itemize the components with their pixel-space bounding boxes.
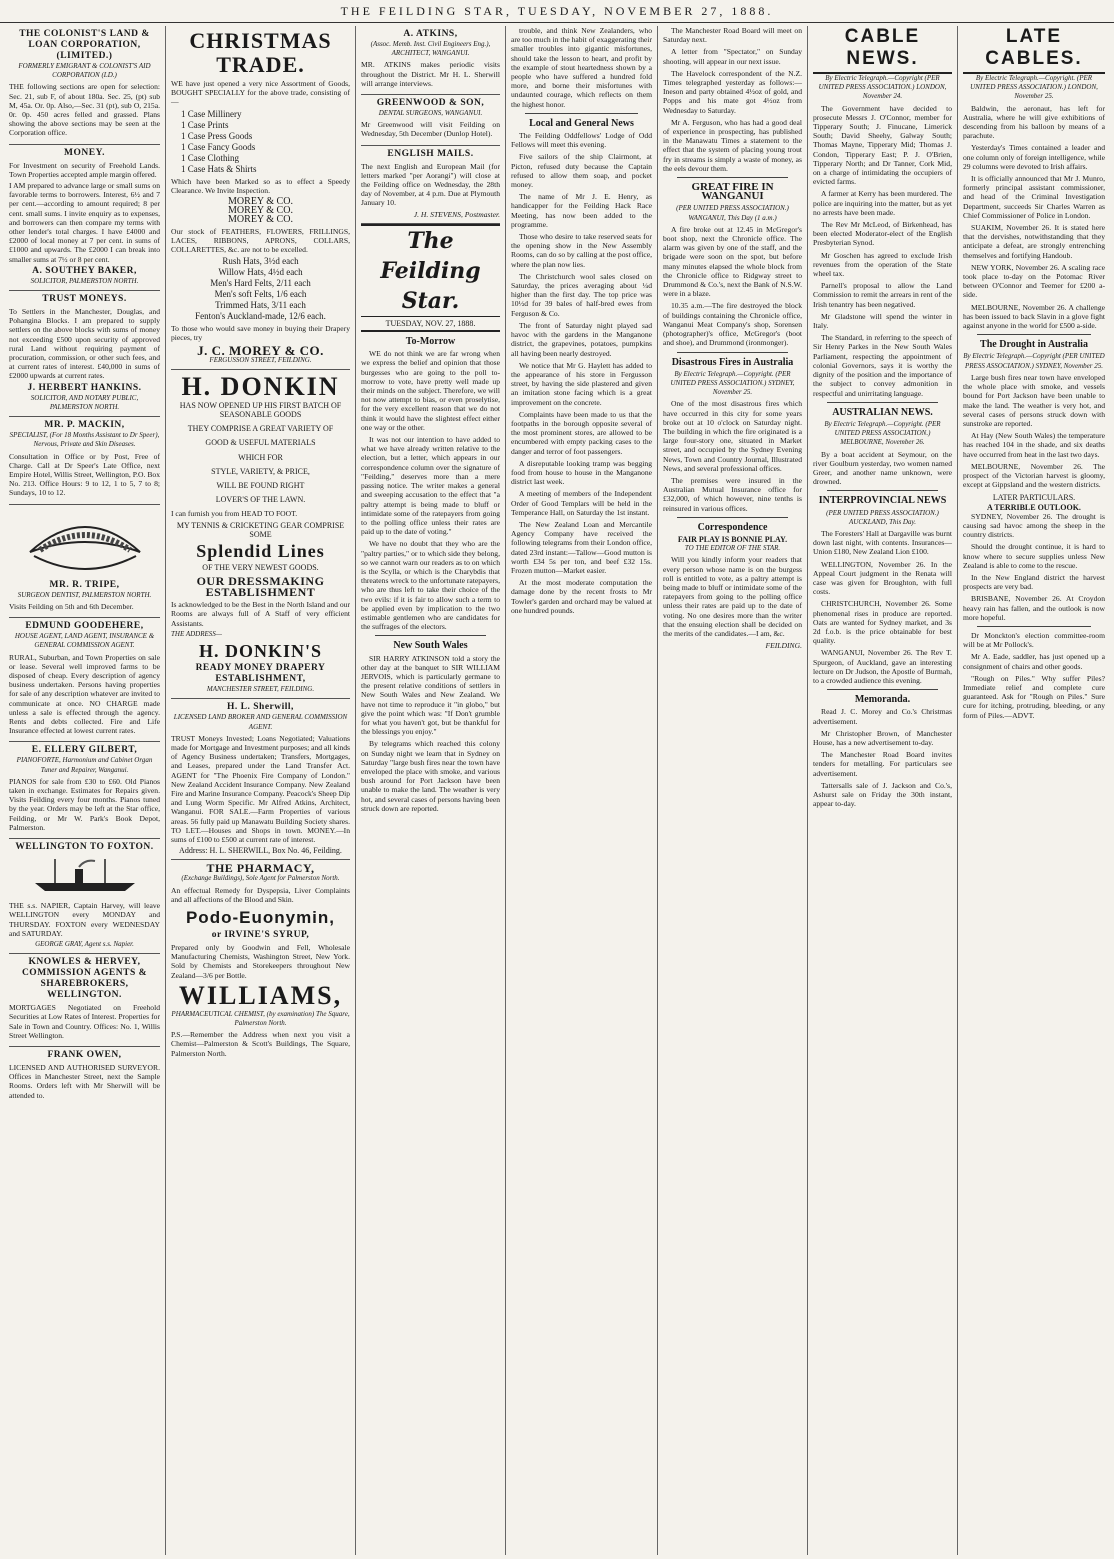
paragraph: A disreputable looking tramp was begging food from house to house in the Manganone district last week. — [511, 458, 652, 487]
star-date: TUESDAY, NOV. 27, 1888. — [361, 317, 500, 332]
colonist-sub: FORMERLY EMIGRANT & COLONIST'S AID CORPORATION (LD.) — [18, 62, 151, 80]
list-item: Willow Hats, 4½d each — [218, 267, 303, 278]
address-label: THE ADDRESS— — [171, 629, 223, 638]
paragraph: "Rough on Piles." Why suffer Piles? Immediate relief and complete cure guaranteed. Ask for "Rough on Piles." Sure cure for itching, protruding, bleeding, or any form of Piles.—ADVT. — [963, 673, 1105, 720]
goodehere-ad — [9, 618, 160, 742]
paragraph: At Hay (New South Wales) the temperature has reached 104 in the shade, and six deaths have occurred from heat in the last two days. — [963, 431, 1105, 459]
divider — [827, 402, 938, 403]
later-title: LATER PARTICULARS. — [992, 493, 1076, 503]
aus-sub: By Electric Telegraph.—Copyright. (PER UNITED PRESS ASSOCIATION.) MELBOURNE, November 26. — [824, 419, 941, 447]
christmas-ad — [171, 26, 350, 370]
list-item: 1 Case Millinery — [181, 108, 242, 119]
knowles-body: MORTGAGES Negotiated on Freehold Securities at Low Rates of Interest. Properties for Sale in Town and Country. Offices: No. 1, Willis Street Wellington. — [9, 1003, 160, 1040]
list-item: 1 Case Press Goods — [181, 130, 253, 141]
christmas-outro: Which have been Marked so as to effect a Speedy Clearance. We Invite Inspection. — [171, 176, 350, 195]
inter-title: INTERPROVINCIAL NEWS — [818, 495, 947, 507]
donkin-list — [171, 424, 350, 504]
gilbert-body: PIANOS for sale from £30 to £60. Old Pianos taken in exchange. Estimates for Repairs given. Visits Feilding every four months. Pianos tuned by the year. Orders may be left at the Star office, Feilding, or Mr W. Park's Book Depot, Palmerston. — [9, 776, 160, 832]
nsw-title: New South Wales — [393, 640, 468, 652]
paragraph: Dr Monckton's election committee-room will be at Mr Pollock's. — [963, 630, 1105, 650]
list-item: Men's soft Felts, 1/6 each — [214, 289, 307, 300]
paragraph: The Havelock correspondent of the N.Z. Times telegraphed yesterday as follows:—Ineson and party obtained 4½oz of gold, and Popps and his mate got 4½oz from Wednesday to Saturday. — [663, 68, 802, 115]
paragraph: One of the most disastrous fires which have occurred in this city for some years broke out at 10 o'clock on Saturday night. The building in which the fire originated is a large four-story one, situated in Market street, and occupied by the Sydney Evening News, Town and Country Journal, Illustrated News, and several professional offices. — [663, 399, 802, 473]
intro-article — [511, 26, 652, 109]
sherwill-addr: Address: H. L. SHERWILL, Box No. 46, Feilding. — [179, 846, 342, 856]
paragraph: WANGANUI, November 26. The Rev T. Spurgeon, of Auckland, gave an interesting lecture on Dr Judson, the Apostle of Burmah, to a crowded audience this evening. — [813, 648, 952, 685]
list-item: STYLE, VARIETY, & PRICE, — [211, 466, 310, 476]
christmas-title: CHRISTMAS TRADE. — [189, 28, 332, 77]
tripe-ad — [9, 505, 160, 619]
dressmaking-title: OUR DRESSMAKING ESTABLISHMENT — [196, 574, 325, 600]
paragraph: BRISBANE, November 26. At Croydon heavy rain has fallen, and the outlook is now more hopeful. — [963, 594, 1105, 622]
paragraph: Large bush fires near town have enveloped the whole place with smoke, and vessels bound for Port Jackson have been unable to make the land. The weather is very hot, and several cases of persons struck down with sunstroke are reported. — [963, 372, 1105, 428]
sherwill-name: H. L. Sherwill, — [227, 702, 294, 713]
aus-article — [813, 450, 952, 487]
columns — [4, 26, 1110, 1555]
paragraph: The New Zealand Loan and Mercantile Agency Company have received the following telegrams from their London office, dated 23rd instant:—Tallow—Good mutton is worth £34 5s per ton, and beef £32 15s. Frozen mutton—Market easier. — [511, 519, 652, 575]
terrible-title: A TERRIBLE OUTLOOK. — [987, 502, 1081, 512]
late-title: LATE CABLES. — [963, 26, 1105, 74]
christmas-intro: WE have just opened a very nice Assortment of Goods, BOUGHT SPECIALLY for the above trade, consisting of— — [171, 79, 350, 107]
atkins-role: (Assoc. Memb. Inst. Civil Engineers Eng.), ARCHITECT, WANGANUI. — [370, 40, 491, 58]
divider — [677, 352, 788, 353]
stock-body: Our stock of FEATHERS, FLOWERS, FRILLINGS, LACES, RIBBONS, APRONS, COLLARS, COLLARETTES, &c. are not to be excelled. — [171, 226, 350, 255]
pharmacy-title: THE PHARMACY, — [206, 861, 315, 876]
inter-sub: (PER UNITED PRESS ASSOCIATION.) AUCKLAND, This Day. — [826, 508, 939, 526]
trust-ad — [9, 291, 160, 417]
masthead: THE FEILDING STAR, TUESDAY, NOVEMBER 27, 1888. — [0, 0, 1114, 23]
donkin-addr: MANCHESTER STREET, FEILDING. — [206, 685, 315, 694]
corr-sign: FEILDING. — [765, 641, 802, 651]
memo-title: Memoranda. — [854, 694, 911, 706]
money-title: MONEY. — [64, 147, 105, 158]
greenwood-body: Mr Greenwood will visit Feilding on Wednesday, 5th December (Dunlop Hotel). — [361, 120, 500, 139]
paragraph: The Standard, in referring to the speech of Sir Henry Parkes in the New South Wales Parliament, respecting the appointment of colonial Governors, says it is worthy the dignity of the position and the importance of the subject to convey admonition in respectful and unirritating language. — [813, 333, 952, 398]
divider — [677, 177, 788, 178]
mails-sign: J. H. STEVENS, Postmaster. — [413, 209, 500, 219]
tennis-line: MY TENNIS & CRICKETING GEAR COMPRISE SOME — [176, 520, 345, 539]
column-1 — [4, 26, 166, 1555]
hats-list — [171, 256, 350, 322]
drought-sub: By Electric Telegraph.—Copyright (PER UNITED PRESS ASSOCIATION.) SYDNEY, November 25. — [963, 352, 1105, 370]
paragraph: A farmer at Kerry has been murdered. The police are inquiring into the matter, but as yet no arrests have been made. — [813, 189, 952, 217]
splendid-lines: Splendid Lines — [196, 541, 325, 562]
paragraph: trouble, and think New Zealanders, who are too much in the habit of exaggerating their smaller troubles into gigantic misfortunes, should take the lesson to heart, and profit by the example of stout heartedness shown by a people who have suffered a hundred fold more, and borne their misfortunes with undaunted courage, which reflects on them the highest honor. — [511, 26, 652, 109]
owen-body: LICENSED AND AUTHORISED SURVEYOR. Offices in Manchester Street, next the Sample Rooms. Orders left with Mr Sherwill will be attended to. — [9, 1063, 160, 1100]
paragraph: It is officially announced that Mr J. Munro, formerly principal assistant commissioner, and head of the Criminal Investigation Department, succeeds Sir Charles Warren as Chief Commissioner of Police in London. — [963, 174, 1105, 220]
southey-role: SOLICITOR, PALMERSTON NORTH. — [30, 276, 139, 285]
paragraph: MELBOURNE, November 26. The prospect of the Victorian harvest is gloomy, except at Gippsland and the western districts. — [963, 461, 1105, 490]
fire-title: GREAT FIRE IN WANGANUI — [691, 181, 774, 203]
foxton-agent: GEORGE GRAY, Agent s.s. Napier. — [35, 940, 134, 948]
paragraph: The Foresters' Hall at Dargaville was burnt down last night, with contents. Insurances—Union £180, New Zealand Lion £100. — [813, 528, 952, 557]
star-title: The Feilding Star. — [361, 224, 500, 317]
paragraph: Will you kindly inform your readers that every person whose name is on the burgess roll is entitled to vote, as a paltry attempt is being made to bluff or intimidate some of the ratepayers from going to the polling office unless their rates are paid up to the date of voting. No one desires more than the writer that the ensuing election shall be decided on the merits of the candidates.—I am, &c. — [663, 555, 802, 638]
paragraph: The Manchester Road Board invites tenders for metalling. For particulars see advertisement. — [813, 750, 952, 778]
donkin-ad — [171, 370, 350, 699]
paragraph: It was not our intention to have added to what we have already written relative to the election, but a letter, which appears in our correspondence column over the signature of "Feilding," deserves more than a mere passing notice. The writer makes a general and sweeping accusation to the effect that "a paltry attempt is being made to bluff or intimidate some of the ratepayers from going to the polling office unless their rates are paid up to the date of voting." — [361, 435, 500, 537]
trust-body: To Settlers in the Manchester, Douglas, and Pohangina Blocks. I am prepared to supply settlers on the above blocks with sums of money not exceeding £500 upon security of approved rural Land without requiring payment of procuration, commission, or other such fees, and at current rates of interest. £40,000 in sums of £2000 upwards at current rates. — [9, 307, 160, 381]
paragraph: Mr A. Ferguson, who has had a good deal of experience in prospecting, has published in the Manawatu Times a statement to the effect that the system of placing young trout fry in streams is simply a waste of money, as the eels devour them. — [663, 117, 802, 173]
hankins-name: J. HERBERT HANKINS. — [27, 382, 142, 393]
paragraph: WE do not think we are far wrong when we express the belief and opinion that those burgesses who are going to the poll to-morrow to vote, have pretty well made up their minds on the subject. Therefore, we will not now attempt to bias, or even proselytise, for the very excellent reason that we do not think it would have the slightest effect either one way or the other. — [361, 349, 500, 432]
cable-title: CABLE NEWS. — [813, 26, 952, 74]
gilbert-name: E. ELLERY GILBERT, — [31, 745, 138, 756]
sherwill-role: LICENSED LAND BROKER AND GENERAL COMMISSION AGENT. — [173, 713, 348, 731]
memo-article — [813, 707, 952, 808]
hankins-role: SOLICITOR, AND NOTARY PUBLIC, PALMERSTON NORTH. — [30, 393, 139, 411]
paragraph: Mr A. Eade, saddler, has just opened up a consignment of chairs and other goods. — [963, 652, 1105, 671]
paragraph: The front of Saturday night played sad havoc with the gardens in the Manganone district, the grapevines, potatoes, pumpkins all having been nearly destroyed. — [511, 320, 652, 358]
owen-name: FRANK OWEN, — [47, 1050, 122, 1061]
corr-head: FAIR PLAY IS BONNIE PLAY. — [677, 534, 788, 544]
southey-name: A. SOUTHEY BAKER, — [32, 265, 137, 276]
paragraph: SIR HARRY ATKINSON told a story the other day at the banquet to SIR WILLIAM JERVOIS, which is particularly germane to the present relative conditions of settlers in New South Wales and New Zealand. We have not time to reproduce it "in globo," but give the point which was: "If Don't grumble for what you haven't got, but be thankful for the blessings you enjoy." — [361, 653, 500, 737]
newest-line: OF THE VERY NEWEST GOODS. — [202, 563, 319, 573]
paragraph: The Feilding Oddfellows' Lodge of Odd Fellows will meet this evening. — [511, 131, 652, 150]
paragraph: A meeting of members of the Independent Order of Good Templars will be held in the Temperance Hall, on Saturday the 1st instant. — [511, 489, 652, 517]
column-6 — [808, 26, 958, 1555]
foxton-ad — [9, 839, 160, 954]
inter-article — [813, 529, 952, 685]
paragraph: We notice that Mr G. Haylett has added to the appearance of his store in Fergusson street, by having the side plastered and given an imitation stone facing which is a great improvement on the concrete. — [511, 360, 652, 407]
column-4 — [506, 26, 658, 1555]
drought-title: The Drought in Australia — [980, 339, 1088, 351]
paragraph: The premises were insured in the Australian Mutual Insurance office for £32,000, of which however, nine tenths is reinsured in various offices. — [663, 475, 802, 513]
list-item: GOOD & USEFUL MATERIALS — [205, 438, 316, 448]
williams-body: P.S.—Remember the Address when next you visit a Chemist—Palmerston & Scott's Buildings, The Square, Palmerston North. — [171, 1030, 350, 1058]
column-5 — [658, 26, 808, 1555]
paragraph: Tattersalls sale of J. Jackson and Co.'s, Ashurst sale on Friday the 30th instant, appear to-day. — [813, 780, 952, 809]
fire-article — [663, 225, 802, 348]
mackin-body: Consultation in Office or by Post, Free of Charge. Call at Dr Speer's Late Office, next Empire Hotel, Willis Street, Wellington, P.O. Box No. 213. Office Hours: 9 to 12, 1 to 5, 7 to 8; Sundays, 10 to 12. — [9, 451, 160, 498]
column-2 — [166, 26, 356, 1555]
gilbert-role: PIANOFORTE, Harmonium and Cabinet Organ Tuner and Repairer, Wanganui. — [16, 756, 153, 774]
knowles-title: KNOWLES & HERVEY, COMMISSION AGENTS & SHAREBROKERS, WELLINGTON. — [21, 957, 148, 1001]
steamship-icon — [25, 855, 145, 895]
podo-body: Prepared only by Goodwin and Fell, Wholesale Manufacturing Chemists, Washington Street, New York. Sold by Chemists and Storekeepers throughout New Zealand—3/6 per Bottle. — [171, 942, 350, 980]
paragraph: NEW YORK, November 26. A scaling race took place to-day on the Potomac River between O'Connor and Teemer for £200 a-side. — [963, 262, 1105, 300]
tripe-name: MR. R. TRIPE, — [49, 579, 120, 590]
divider — [977, 334, 1091, 335]
divider — [827, 490, 938, 491]
cable-sub: By Electric Telegraph.—Copyright (PER UNITED PRESS ASSOCIATION.) LONDON, November 24. — [818, 74, 947, 101]
list-item: WHICH FOR — [238, 452, 283, 462]
donkin-name: H. DONKIN — [181, 371, 340, 401]
donkin-open: HAS NOW OPENED UP HIS FIRST BATCH OF SEASONABLE GOODS — [179, 400, 342, 420]
advance-body: I AM prepared to advance large or small sums on favorable terms to borrowers. Interest, 6½ and 7 per cent.—according to amount required; 8 per cent. small sums. I invite enquiry as to expenses, and borrowers can then compare my terms with other lender's total charges. I have £4000 and £2000 of local money at 7 per cent. in sums of £1000 and upwards. The £2000 I can break into smaller sums at 7½ or 8 per cent. — [9, 181, 160, 264]
paragraph: The name of Mr J. E. Henry, as handicapper for the Feilding Hack Race Meeting, has now been added to the programme. — [511, 192, 652, 229]
paragraph: Those who desire to take reserved seats for the opening show in the New Assembly Rooms, can do so by calling at the post office, where the plan now lies. — [511, 232, 652, 269]
list-item: 1 Case Prints — [181, 119, 229, 130]
money-ad — [9, 145, 160, 291]
paragraph: WELLINGTON, November 26. In the Appeal Court judgment in the Renata will case was given for Broughton, with full costs. — [813, 559, 952, 597]
paragraph: Complaints have been made to us that the footpaths in the borough opposite several of the most prominent stores, are allowed to be encumbered with empty packing cases to the danger and terror of foot passengers. — [511, 409, 652, 456]
paragraph: By telegrams which reached this colony on Sunday night we learn that in Sydney on Saturday "large bush fires near the town have enveloped the place with smoke, and various bush around for Port Jackson have been unable to make the land. The weather is very hot, and several cases of persons having been struck down are reported. — [361, 739, 500, 813]
sherwill-ad — [171, 699, 350, 860]
paragraph: The Christchurch wool sales closed on Saturday, the prices averaging about ¼d higher than the first day. The top price was 10½d for 39 bales of half-bred ewes from Ferguson & Co. — [511, 271, 652, 318]
jc-morey-addr: FERGUSSON STREET, FEILDING. — [209, 355, 312, 364]
williams-role: PHARMACEUTICAL CHEMIST, (by examination) The Square, Palmerston North. — [171, 1009, 350, 1027]
donkins-name: H. DONKIN'S — [198, 641, 323, 662]
paragraph: The Rev Mr McLeod, of Birkenhead, has been elected Moderator-elect of the English Presbyterian Synod. — [813, 220, 952, 248]
tripe-role: SURGEON DENTIST, PALMERSTON NORTH. — [17, 590, 152, 599]
mails-ad — [361, 146, 500, 224]
column-3 — [356, 26, 506, 1555]
jc-morey: J. C. MOREY & CO. — [197, 342, 324, 358]
knowles-ad — [9, 954, 160, 1047]
list-item: Fenton's Auckland-made, 12/6 each. — [195, 311, 326, 322]
pharmacy-sub: (Exchange Buildings), Sole Agent for Palmerston North. — [181, 874, 340, 883]
paragraph: Read J. C. Morey and Co.'s Christmas advertisement. — [813, 707, 952, 726]
colonist-ad — [9, 26, 160, 145]
list-item: WILL BE FOUND RIGHT — [216, 481, 305, 491]
ready-money: READY MONEY DRAPERY ESTABLISHMENT, — [195, 663, 326, 685]
pharmacy-body: An effectual Remedy for Dyspepsia, Liver Complaints and all affections of the Blood and Skin. — [171, 885, 350, 904]
morey-line: MOREY & CO. — [228, 205, 293, 217]
greenwood-ad — [361, 95, 500, 146]
terrible-article — [963, 512, 1105, 622]
paragraph: By a boat accident at Seymour, on the river Goulburn yesterday, two women named Greer, and another name unknown, were drowned. — [813, 449, 952, 487]
local-article — [511, 131, 652, 615]
mails-title: ENGLISH MAILS. — [387, 148, 474, 159]
paragraph: In the New England district the harvest prospects are very bad. — [963, 572, 1105, 592]
paragraph: Mr Goschen has agreed to exclude Irish revenues from the operation of the State wheel tax. — [813, 250, 952, 279]
paragraph: Parnell's proposal to allow the Land Commission to remit the arrears in rent of the Irish tenantry has been negatived. — [813, 281, 952, 309]
foxton-body: THE s.s. NAPIER, Captain Harvey, will leave WELLINGTON every MONDAY and THURSDAY. FOXTON every WEDNESDAY and SATURDAY. — [9, 901, 160, 938]
paragraph: CHRISTCHURCH, November 26. Some phenomenal rises in produce are reported. Oats are wanted for Sydney market, and 3s 2d f.o.b. is the price obtainable for best quality. — [813, 599, 952, 646]
list-item: THEY COMPRISE A GREAT VARIETY OF — [187, 424, 334, 434]
pharmacy-ad — [171, 860, 350, 1063]
divider — [375, 635, 486, 636]
disastrous-article — [663, 399, 802, 512]
list-item: Men's Hard Felts, 2/11 each — [210, 278, 311, 289]
paragraph: At the most moderate computation the damage done by the recent frosts to Mr Towler's garden and orchard may be valued at one hundred pounds. — [511, 578, 652, 615]
tripe-body: Visits Feilding on 5th and 6th December. — [9, 601, 134, 611]
paragraph: SYDNEY, November 26. The drought is causing sad havoc among the sheep in the country districts. — [963, 511, 1105, 540]
paragraph: MELBOURNE, November 26. A challenge has been issued to back Slavin in a glove fight against anyone in the world for £500 a-side. — [963, 302, 1105, 331]
colonist-title: THE COLONIST'S LAND & LOAN CORPORATION, (LIMITED.) — [19, 29, 150, 61]
closing-notes — [963, 631, 1105, 720]
goodehere-role: HOUSE AGENT, LAND AGENT, INSURANCE & GENERAL COMMISSION AGENT. — [14, 632, 155, 650]
williams-name: WILLIAMS, — [178, 980, 343, 1010]
divider — [525, 113, 638, 114]
late-article — [963, 104, 1105, 331]
tomorrow-title: To-Morrow — [405, 336, 456, 348]
paragraph: Baldwin, the aeronaut, has left for Australia, where he will give exhibitions of descending from his balloon by means of a parachute. — [963, 103, 1105, 141]
list-item: 1 Case Hats & Shirts — [181, 163, 257, 174]
paragraph: SUAKIM, November 26. It is stated here that the dervishes, notwithstanding that they anticipate a defeat, are strongly entrenching themselves and fortifying Handoub. — [963, 223, 1105, 260]
dental-plate-icon — [20, 512, 150, 574]
morey-line: MOREY & CO. — [228, 196, 293, 208]
paragraph: The Manchester Road Board will meet on Saturday next. — [663, 26, 802, 45]
atkins-body: MR. ATKINS makes periodic visits throughout the District. Mr H. L. Sherwill will arrange interviews. — [361, 60, 500, 88]
mackin-name: MR. P. MACKIN, — [44, 420, 125, 431]
greenwood-name: GREENWOOD & SON, — [376, 98, 485, 109]
list-item: 1 Case Fancy Goods — [181, 141, 256, 152]
paragraph: Yesterday's Times contained a leader and one column only of foreign intelligence, while 29 columns were devoted to Irish affairs. — [963, 143, 1105, 171]
paragraph: Mr Gladstone will spend the winter in Italy. — [813, 311, 952, 331]
drought-article — [963, 373, 1105, 489]
list-item: Rush Hats, 3½d each — [222, 256, 299, 267]
money-body: For Investment on security of Freehold Lands. Town Properties accepted ample margin offered. — [9, 160, 160, 179]
atkins-name: A. ATKINS, — [403, 29, 458, 39]
paragraph: Should the drought continue, it is hard to know where to secure supplies unless New Zealand is able to come to the rescue. — [963, 542, 1105, 570]
nsw-article — [361, 654, 500, 813]
mackin-ad — [9, 417, 160, 504]
morey-line: MOREY & CO. — [228, 214, 293, 226]
list-item: LOVER'S OF THE LAWN. — [215, 495, 306, 505]
greenwood-role: DENTAL SURGEONS, WANGANUI. — [378, 109, 483, 118]
disastrous-title: Disastrous Fires in Australia — [671, 356, 794, 368]
cable-article — [813, 104, 952, 398]
mails-body: The next English and European Mail (for letters marked "per Aorangi") will close at the Feilding office on Wednesday, the 28th day of November, at 4 p.m. Due at Plymouth January 10. — [361, 161, 500, 208]
local-title: Local and General News — [529, 117, 634, 129]
paragraph: The Government have decided to prosecute Messrs J. O'Connor, member for Tipperary South; J. Finucane, Limerick South; David Sheehy, Galway South; Thomas Mayne, Tipperary Mid; Thomas J. Condon, Tipperary East; P. J. O'Brien, Tipperary North; and Dr Tanner, Cork Mid, on a charge of intimidating the occupiers of evicted farms. — [813, 103, 952, 187]
list-item: Trimmed Hats, 3/11 each — [215, 300, 306, 311]
paragraph: 10.35 a.m.—The fire destroyed the block of buildings containing the Chronicle office, Wanganui Meat Company's shop, Sorensen (photographer)'s office, McGregor's (boot and shoe), and Drummond (ironmonger). — [663, 301, 802, 348]
corr-to: TO THE EDITOR OF THE STAR. — [684, 544, 781, 553]
christmas-items — [171, 109, 350, 175]
atkins-ad — [361, 26, 500, 95]
colonist-body: THE following sections are open for selection: Sec. 21, sub F, of about 180a. Sec. 25, (pt) sub M, 45a. Or. 0p. Also,—Sec. 31 (pt), sub O, 215a. 0r. 0p. 450 acres felled and grassed. Plans showing the above sections may be seen at the Corporation office. — [9, 82, 160, 138]
donkin-outfit: I can furnish you from HEAD TO FOOT. — [171, 509, 298, 519]
drapery-note: To those who would save money in buying their Drapery pieces, try — [171, 324, 350, 343]
divider — [977, 626, 1091, 627]
divider — [827, 689, 938, 690]
paragraph: Mr Christopher Brown, of Manchester House, has a new advertisement to-day. — [813, 728, 952, 747]
corr-article — [663, 555, 802, 638]
late-sub: By Electric Telegraph.—Copyright. (PER UNITED PRESS ASSOCIATION.) LONDON, November 25. — [970, 74, 1098, 101]
list-item: 1 Case Clothing — [181, 152, 239, 163]
corr-title: Correspondence — [697, 521, 768, 533]
short-notes — [663, 26, 802, 173]
aus-title: AUSTRALIAN NEWS. — [832, 406, 933, 418]
column-7 — [958, 26, 1110, 1555]
dressmaking-body: Is acknowledged to be the Best in the North Island and our Rooms are always full of A Staff of very efficient Assistants. — [171, 600, 350, 628]
fire-sub: (PER UNITED PRESS ASSOCIATION.) WANGANUI, This Day (1 a.m.) — [676, 204, 789, 222]
mackin-role: SPECIALIST, (For 18 Months Assistant to Dr Speer), Nervous, Private and Skin Diseases. — [9, 431, 160, 449]
tomorrow-article — [361, 349, 500, 631]
trust-title: TRUST MONEYS. — [42, 294, 127, 305]
paragraph: A fire broke out at 12.45 in McGregor's boot shop, next the Chronicle office. The alarm was given by one of the staff, and the brigade were soon on the spot, but before many minutes elapsed the whole block from the Chronicle office to Ridgway street to Drummond & Co.'s, next the Bank of N.S.W. were in a blaze. — [663, 224, 802, 299]
owen-ad — [9, 1047, 160, 1106]
irvine-title: or IRVINE'S SYRUP, — [211, 929, 310, 940]
sherwill-body: TRUST Moneys Invested; Loans Negotiated; Valuations made for Mortgage and Investment purposes; and all kinds of Agency Business undertaken; Transfers, Mortgages, and Leases, prepared under the Land Transfer Act. AGENT for "The Phoenix Fire Company of London." New Zealand Accident Insurance Company. New Zealand Fire and Marine Insurance Company. Peacock's Sheep Dip and Lung Worm Specific. Mr Alfred Atkins, Architect, Wanganui. FOR SALE.—Farm Properties of various areas. 56 fully paid up Manawatu Building Society shares. TO LET.—Houses and Shops in town. MONEY.—In sums of £100 to £500 at current rate of interest. — [171, 733, 350, 844]
foxton-title: WELLINGTON TO FOXTON. — [15, 841, 154, 852]
podo-title: Podo-Euonymin, — [185, 907, 336, 927]
paragraph: We have no doubt that they who are the "paltry parties," or to which side they belong, so we cannot warn our readers as to on which is the Scylla, or which is the Charybdis that threatens wreck to the unfortunate ratepayers, who are thus left to take their choice of the two evils: if it is fair to allow such a term to be applied even by implication to the two estimable gentlemen who are candidates for the suffrages of the electors. — [361, 539, 500, 632]
goodehere-name: EDMUND GOODEHERE, — [25, 621, 144, 632]
paragraph: Five sailors of the ship Clairmont, at Picton, refused duty because the Captain refused to allow them soap, and pocket money. — [511, 152, 652, 190]
divider — [677, 517, 788, 518]
paragraph: A letter from "Spectator," on Sunday shooting, will appear in our next issue. — [663, 47, 802, 66]
goodehere-body: RURAL, Suburban, and Town Properties on sale or lease. Several well improved farms to be disposed of cheap. Every description of agency business undertaken. Persons having properties for sale of any description whatever are invited to communicate at once. NO CHARGE made unless a sale is effected through the agency. Rents and debts collected. Fire and Life Insurance effected at lowest current rates. — [9, 652, 160, 736]
gilbert-ad — [9, 742, 160, 839]
disastrous-sub: By Electric Telegraph.—Copyright. (PER UNITED PRESS ASSOCIATION.) SYDNEY, November 25. — [670, 369, 795, 397]
